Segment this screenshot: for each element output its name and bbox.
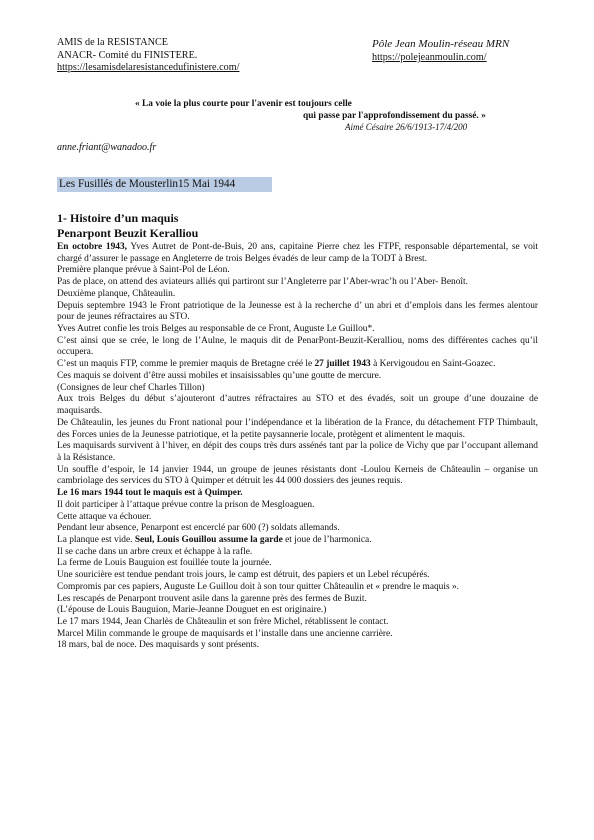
epigraph-quote — [135, 99, 495, 134]
section-heading-2: Penarpont Beuzit Keralliou — [57, 225, 199, 240]
paragraph-text: à Kervigoudou en Saint-Goazec. — [370, 359, 496, 370]
paragraph: Le 17 mars 1944, Jean Charlès de Châteaulin et son frère Michel, rétablissent le contact. — [57, 617, 389, 627]
paragraph: Première planque prévue à Saint-Pol de Léon. — [57, 265, 230, 276]
date-emphasis: Le 16 mars 1944 tout le maquis est à Quimper. — [57, 488, 243, 499]
paragraph: (Consignes de leur chef Charles Tillon) — [57, 382, 205, 393]
partner-link[interactable]: https://polejeanmoulin.com/ — [372, 52, 487, 63]
quote-line-2: qui passe par l'approfondissement du passé. » — [303, 110, 486, 121]
paragraph — [57, 535, 538, 547]
paragraph: Il doit participer à l’attaque prévue contre la prison de Mesgloaguen. — [57, 499, 315, 510]
org-committee: ANACR- Comité du FINISTERE. — [57, 49, 198, 61]
date-emphasis: 27 juillet 1943 — [314, 359, 371, 370]
paragraph: Il se cache dans un arbre creux et échappe à la rafle. — [57, 546, 253, 557]
paragraph — [57, 242, 538, 265]
document-body — [57, 242, 538, 652]
paragraph: Depuis septembre 1943 le Front patriotique de la Jeunesse est à la recherche d’ un abri et d’emplois dans les fermes alentour pour de jeunes réfractaires au STO. — [57, 300, 538, 323]
paragraph-text: et joue de l’harmonica. — [282, 534, 372, 545]
section-heading — [57, 211, 198, 240]
paragraph-text: La planque est vide. — [57, 534, 135, 545]
paragraph: Deuxième planque, Châteaulin. — [57, 288, 176, 299]
author-email: anne.friant@wanadoo.fr — [57, 142, 157, 153]
header-right — [372, 38, 509, 64]
quote-author: Aimé Césaire 26/6/1913-17/4/200 — [345, 122, 468, 133]
paragraph-text: C’est un maquis FTP, comme le premier maquis de Bretagne créé le — [57, 359, 315, 370]
paragraph — [57, 359, 538, 371]
emphasis: Seul, Louis Gouillou assume la garde — [134, 534, 283, 545]
paragraph: Pas de place, on attend des aviateurs alliés qui partiront sur l’Angleterre par l’Aber-wrac’h ou l’Aber- Benoît. — [57, 277, 468, 288]
paragraph: Une souricière est tendue pendant trois jours, le camp est détruit, des papiers et un Lebel récupérés. — [57, 570, 430, 581]
paragraph: Les rescapés de Penarpont trouvent asile dans la garenne près des fermes de Buzit. — [57, 593, 367, 604]
paragraph: Un souffle d’espoir, le 14 janvier 1944, un groupe de jeunes résistants dont -Loulou Kerneis de Châteaulin – organise un cambriolage des services du STO à Quimper et détruit les 44 000 dossiers des jeunes requis. — [57, 464, 538, 487]
paragraph: Compromis par ces papiers, Auguste Le Guillou doit à son tour quitter Châteaulin et « prendre le maquis ». — [57, 581, 459, 592]
paragraph — [57, 488, 538, 500]
paragraph: Aux trois Belges du début s’ajouteront d’autres réfractaires au STO et des évadés, soit un groupe d’une douzaine de maquisards. — [57, 394, 538, 417]
paragraph: C’est ainsi que se crée, le long de l’Aulne, le maquis dit de PenarPont-Beuzit-Keralliou, noms des différentes caches qu’il occupera. — [57, 335, 538, 358]
document-title: Les Fusillés de Mousterlin15 Mai 1944 — [57, 177, 272, 192]
quote-line-1: « La voie la plus courte pour l'avenir est toujours celle — [135, 99, 352, 109]
paragraph: Cette attaque va échouer. — [57, 511, 152, 522]
paragraph: Marcel Milin commande le groupe de maquisards et l’installe dans une ancienne carrière. — [57, 628, 393, 639]
section-heading-1: 1- Histoire d’un maquis — [57, 211, 179, 225]
org-link[interactable]: https://lesamisdelaresistancedufinistere.com/ — [57, 62, 240, 74]
org-name: AMIS de la RESISTANCE — [57, 37, 168, 48]
paragraph: De Châteaulin, les jeunes du Front national pour l’indépendance et la libération de la France, du détachement FTP Thimbault, des Forces unies de la Jeunesse patriotique, et la petite paysannerie locale, protègent et alimentent le maquis. — [57, 417, 538, 440]
paragraph: (L’épouse de Louis Bauguion, Marie-Jeanne Douguet en est originaire.) — [57, 605, 327, 616]
partner-title: Pôle Jean Moulin-réseau MRN — [372, 38, 510, 50]
header-left — [57, 37, 239, 75]
paragraph: La ferme de Louis Bauguion est fouillée toute la journée. — [57, 558, 272, 569]
paragraph: 18 mars, bal de noce. Des maquisards y sont présents. — [57, 640, 260, 651]
paragraph: Pendant leur absence, Penarpont est encerclé par 600 (?) soldats allemands. — [57, 523, 340, 534]
date-emphasis: En octobre 1943, — [57, 242, 128, 252]
paragraph: Les maquisards survivent à l’hiver, en dépit des coups très durs assénés tant par la police de Vichy que par l’occupant allemand à la Résistance. — [57, 441, 538, 463]
paragraph-text: Yves Autret de Pont-de-Buis, 20 ans, capitaine Pierre chez les FTPF, responsable départemental, se voit chargé d’assurer le passage en Angleterre de trois Belges évadés de leur camp de la TODT à Brest. — [57, 242, 538, 264]
paragraph: Yves Autret confie les trois Belges au responsable de ce Front, Auguste Le Guillou*. — [57, 324, 375, 335]
paragraph: Ces maquis se doivent d’être aussi mobiles et insaisissables qu’une goutte de mercure. — [57, 370, 382, 381]
